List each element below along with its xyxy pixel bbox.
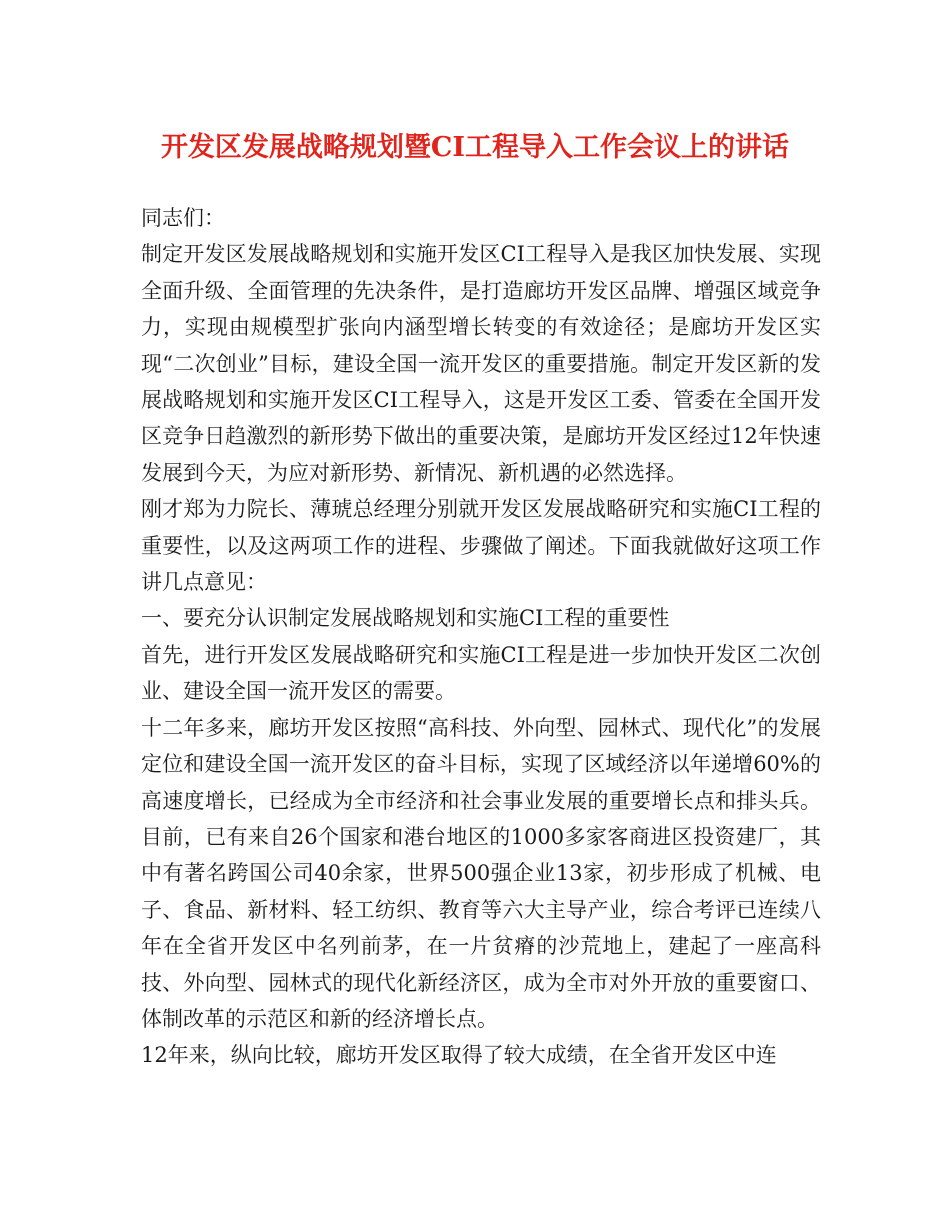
paragraph: 12年来，纵向比较，廊坊开发区取得了较大成绩，在全省开发区中连 <box>141 1043 777 1068</box>
section-heading: 一、要充分认识制定发展战略规划和实施CI工程的重要性 <box>141 606 670 631</box>
paragraph: 制定开发区发展战略规划和实施开发区CI工程导入是我区加快发展、实现全面升级、全面管理的先决条件，是打造廊坊开发区品牌、增强区域竞争力，实现由规模型扩张向内涵型增长转变的有效途径；是廊坊开发区实现“二次创业”目标，建设全国一流开发区的重要措施。制定开发区新的发展战略规划和实施开发区CI工程导入，这是开发区工委、管委在全国开发区竞争日趋激烈的新形势下做出的重要决策，是廊坊开发区经过12年快速发展到今天，为应对新形势、新情况、新机遇的必然选择。 <box>141 242 821 485</box>
paragraph-salutation: 同志们： <box>141 206 225 230</box>
paragraph: 刚才郑为力院长、薄琥总经理分别就开发区发展战略研究和实施CI工程的重要性，以及这两项工作的进程、步骤做了阐述。下面我就做好这项工作讲几点意见： <box>141 497 821 595</box>
paragraph: 首先，进行开发区发展战略研究和实施CI工程是进一步加快开发区二次创业、建设全国一流开发区的需要。 <box>141 642 821 704</box>
document-title: 开发区发展战略规划暨CI工程导入工作会议上的讲话 <box>160 132 790 163</box>
paragraph: 十二年多来，廊坊开发区按照“高科技、外向型、园林式、现代化”的发展定位和建设全国一流开发区的奋斗目标，实现了区域经济以年递增60%的高速度增长，已经成为全市经济和社会事业发展的重要增长点和排头兵。目前，已有来自26个国家和港台地区的1000多家客商进区投资建厂，其中有著名跨国公司40余家，世界500强企业13家，初步形成了机械、电子、食品、新材料、轻工纺织、教育等六大主导产业，综合考评已连续八年在全省开发区中名列前茅，在一片贫瘠的沙荒地上，建起了一座高科技、外向型、园林式的现代化新经济区，成为全市对外开放的重要窗口、体制改革的示范区和新的经济增长点。 <box>141 715 821 1031</box>
document-body <box>141 200 821 1074</box>
